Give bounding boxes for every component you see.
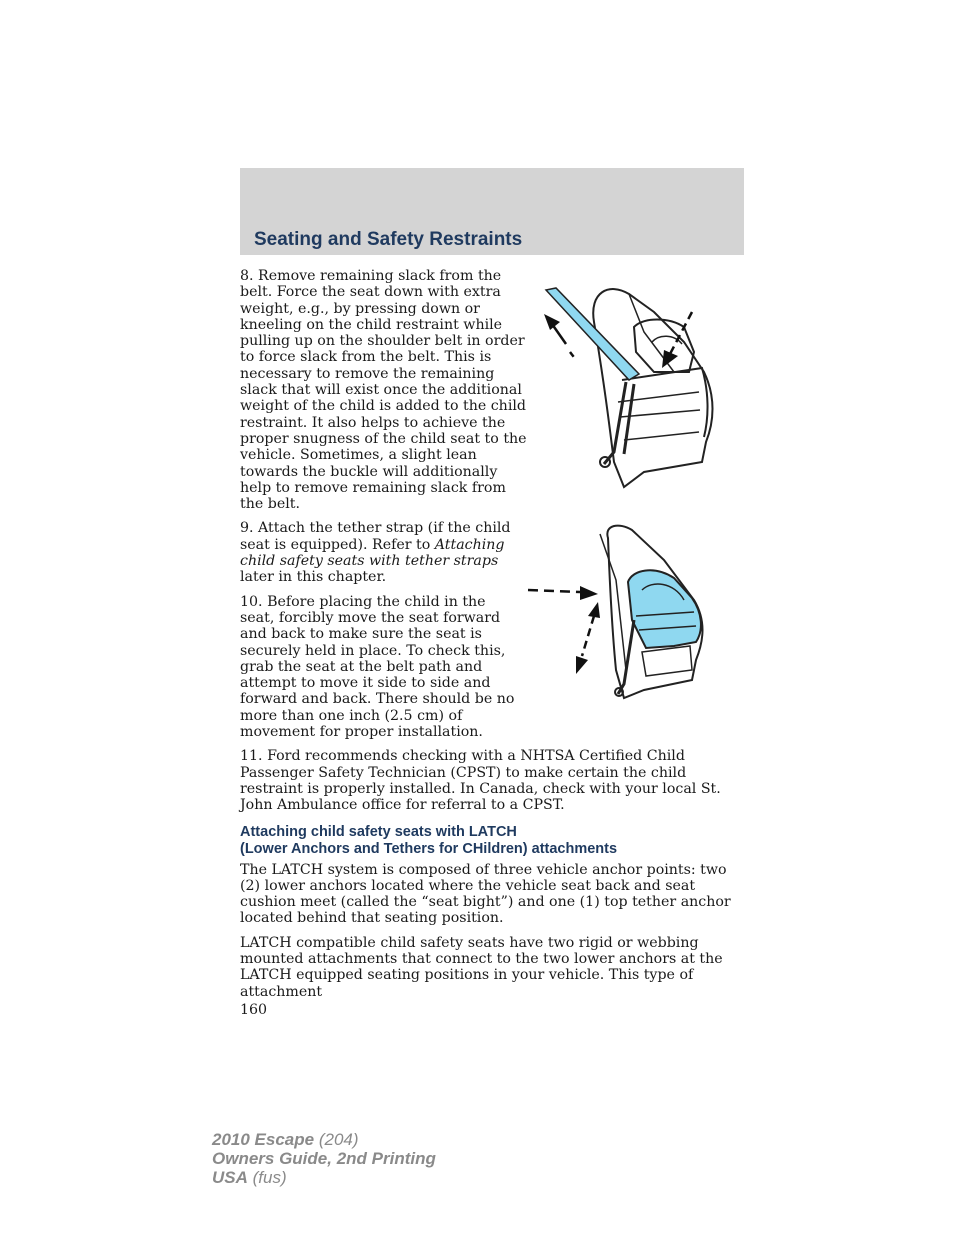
step-8-text: 8. Remove remaining slack from the belt. Force the seat down with extra weight, e.g., by pressing down or kneeling on the child restraint while pulling up on the shoulder belt in order to force slack from the belt. This is necessary to remove the remaining slack that will exist once the additional weight of the child is added to the child restraint. It also helps to achieve the proper snugness of the child seat to the vehicle. Sometimes, a slight lean towards the buckle will additionally help to remove remaining slack from the belt. <box>240 268 527 513</box>
latch-paragraph-1: The LATCH system is composed of three vehicle anchor points: two (2) lower anchors located where the vehicle seat back and seat cushion meet (called the “seat bight”) and one (1) top tether anchor located behind that seating position. <box>240 861 731 927</box>
step-10-text: 10. Before placing the child in the seat, forcibly move the seat forward and back to make sure the seat is securely held in place. To check this, grab the seat at the belt path and attempt to move it side to side and forward and back. There should be no more than one inch (2.5 cm) of movement for proper installation. <box>240 593 515 741</box>
page-number: 160 <box>240 1001 268 1018</box>
step-11-text: 11. Ford recommends checking with a NHTSA Certified Child Passenger Safety Technician (CPST) to make certain the child restraint is properly installed. In Canada, check with your local St. John Ambulance office for referral to a CPST. <box>240 748 721 814</box>
section-header-band <box>240 168 744 255</box>
step-9-reference: Attaching child safety seats with tether straps <box>240 536 505 570</box>
figure-seat-movement <box>524 520 754 720</box>
footer-edition-info: 2010 Escape (204) Owners Guide, 2nd Printing USA (fus) <box>212 1130 436 1187</box>
figure-belt-slack <box>534 272 754 500</box>
latch-heading: Attaching child safety seats with LATCH (Lower Anchors and Tethers for CHildren) attachments <box>240 823 618 857</box>
section-title: Seating and Safety Restraints <box>254 229 523 250</box>
main-content <box>240 268 746 1018</box>
latch-paragraph-2: LATCH compatible child safety seats have two rigid or webbing mounted attachments that connect to the two lower anchors at the LATCH equipped seating positions in your vehicle. This type of attachment <box>240 934 723 1000</box>
step-9-text: 9. Attach the tether strap (if the child seat is equipped). Refer to Attaching child safety seats with tether straps later in this chapter. <box>240 520 511 586</box>
